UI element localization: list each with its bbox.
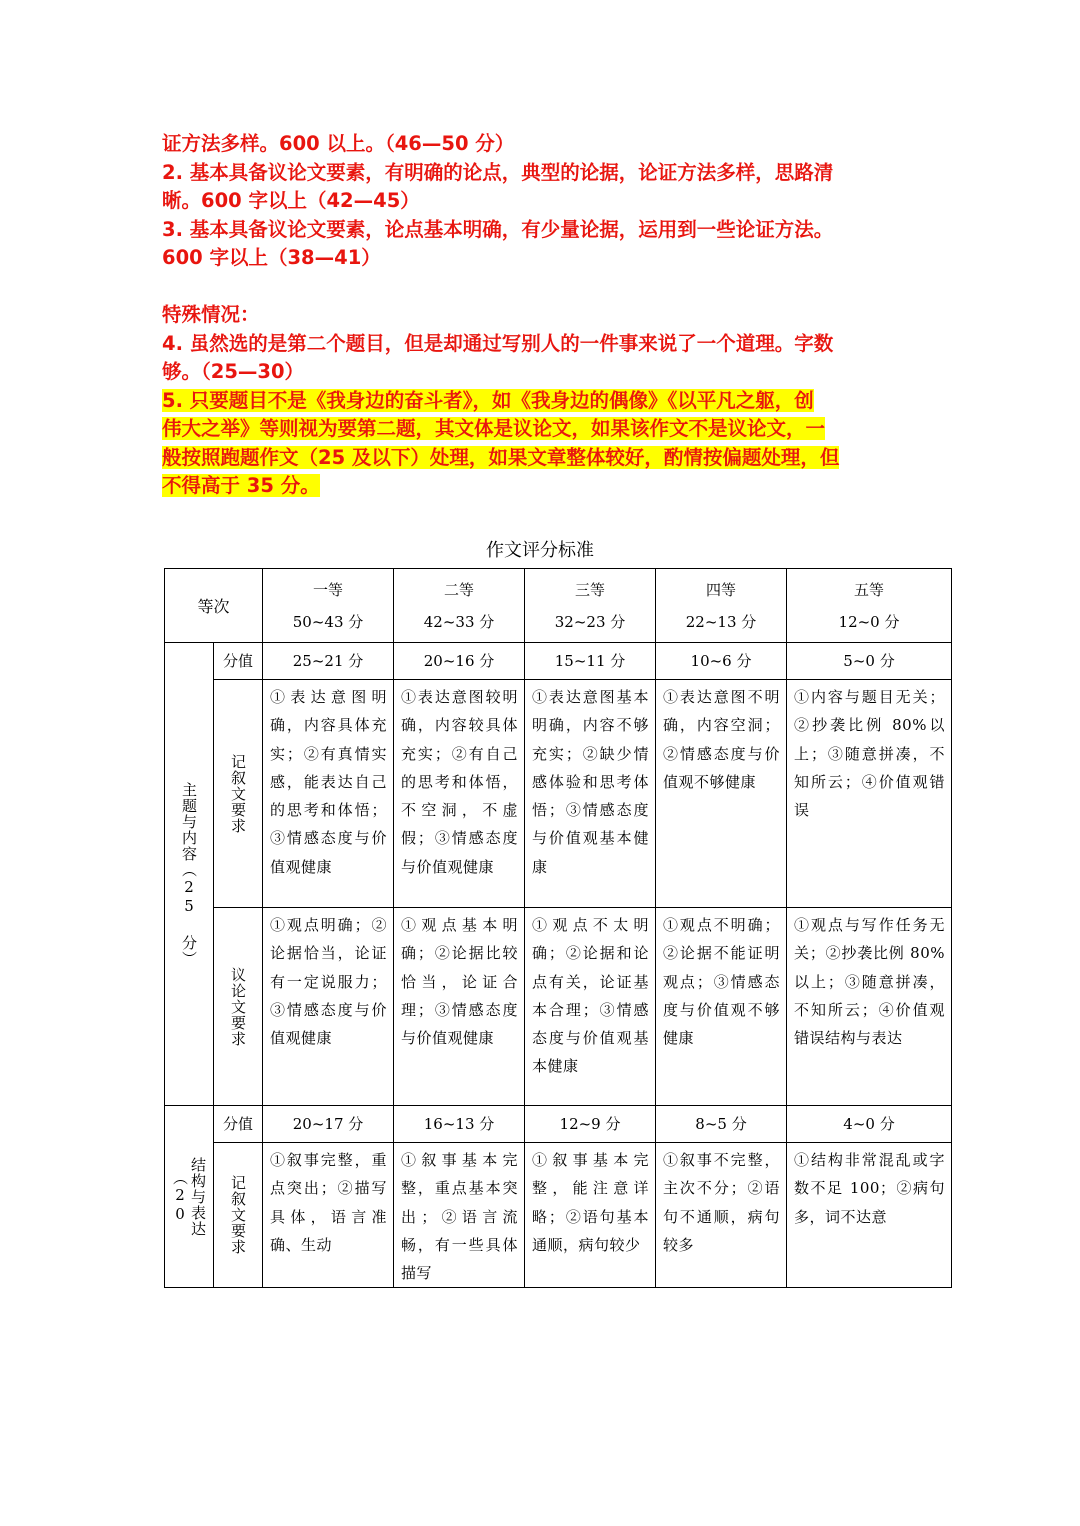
highlighted-note bbox=[162, 415, 922, 444]
argument-label-cell bbox=[214, 908, 263, 1106]
criteria-cell: ①叙事完整，重点突出；②描写具体，语言准确、生动 bbox=[263, 1143, 394, 1288]
grade-range: 22~13 分 bbox=[685, 612, 757, 631]
grade-name: 四等 bbox=[706, 580, 737, 599]
criteria-cell: ①叙事基本完整，重点基本突出；②语言流畅，有一些具体描写 bbox=[394, 1143, 525, 1288]
argument-label: 议论文要求 bbox=[229, 966, 247, 1047]
narrative-label-cell bbox=[214, 680, 263, 908]
highlighted-line: 不得高于 35 分。 bbox=[162, 474, 320, 497]
note-line: 600 字以上（38—41） bbox=[162, 246, 381, 269]
narrative-label: 记叙文要求 bbox=[229, 753, 247, 834]
grade-name: 三等 bbox=[575, 580, 606, 599]
score-value: 10~6 分 bbox=[656, 643, 787, 680]
note-line: 3. 基本具备议论文要素，论点基本明确，有少量论据，运用到一些论证方法。 bbox=[162, 217, 834, 241]
score-value: 5~0 分 bbox=[787, 643, 952, 680]
criteria-cell: ①观点基本明确；②论据比较恰当，论证合理；③情感态度与价值观健康 bbox=[394, 908, 525, 1106]
section1-label: 主题与内容（25 分） bbox=[180, 781, 198, 967]
grade-range: 12~0 分 bbox=[838, 612, 900, 631]
grade-header-2 bbox=[394, 569, 525, 643]
header-label: 等次 bbox=[165, 569, 263, 643]
criteria-cell: ①表达意图较明确，内容较具体充实；②有自己的思考和体悟，不空洞，不虚假；③情感态度与价值观健康 bbox=[394, 680, 525, 908]
highlighted-line: 般按照跑题作文（25 及以下）处理，如果文章整体较好，酌情按偏题处理，但 bbox=[162, 445, 840, 469]
highlighted-line: 伟大之举》等则视为要第二题，其文体是议论文，如果该作文不是议论文，一 bbox=[162, 417, 826, 440]
note-line: 4. 虽然选的是第二个题目，但是却通过写别人的一件事来说了一个道理。字数 bbox=[162, 331, 834, 355]
highlighted-note bbox=[162, 472, 922, 501]
highlighted-note bbox=[162, 387, 922, 416]
grade-range: 42~33 分 bbox=[423, 612, 495, 631]
section2-narrative-row bbox=[165, 1143, 952, 1288]
section1-label-cell bbox=[165, 643, 214, 1106]
criteria-cell: ①观点不太明确；②论据和论点有关，论证基本合理；③情感态度与价值观基本健康 bbox=[525, 908, 656, 1106]
grade-name: 二等 bbox=[444, 580, 475, 599]
section1-argument-row bbox=[165, 908, 952, 1106]
score-label: 分值 bbox=[214, 1106, 263, 1143]
criteria-cell: ①结构非常混乱或字数不足 100；②病句多，词不达意 bbox=[787, 1143, 952, 1288]
section2-label: 结构与表达（20 bbox=[171, 1156, 207, 1237]
grade-header-4 bbox=[656, 569, 787, 643]
scoring-notes bbox=[162, 130, 922, 501]
note-line: 2. 基本具备议论文要素，有明确的论点，典型的论据，论证方法多样，思路清 bbox=[162, 160, 834, 184]
criteria-cell: ①叙事不完整，主次不分；②语句不通顺，病句较多 bbox=[656, 1143, 787, 1288]
score-value: 16~13 分 bbox=[394, 1106, 525, 1143]
criteria-cell: ①观点明确；②论据恰当，论证有一定说服力；③情感态度与价值观健康 bbox=[263, 908, 394, 1106]
table-header-row bbox=[165, 569, 952, 643]
note-line: 晰。600 字以上（42—45） bbox=[162, 189, 420, 212]
criteria-cell: ①表达意图明确，内容具体充实；②有真情实感，能表达自己的思考和体悟；③情感态度与价值观健康 bbox=[263, 680, 394, 908]
grade-header-3 bbox=[525, 569, 656, 643]
score-value: 4~0 分 bbox=[787, 1106, 952, 1143]
special-heading: 特殊情况： bbox=[162, 303, 260, 326]
narrative-label: 记叙文要求 bbox=[229, 1175, 247, 1256]
section2-score-row bbox=[165, 1106, 952, 1143]
grade-range: 32~23 分 bbox=[554, 612, 626, 631]
criteria-cell: ①内容与题目无关；②抄袭比例 80%以上；③随意拼凑，不知所云；④价值观错误 bbox=[787, 680, 952, 908]
score-value: 8~5 分 bbox=[656, 1106, 787, 1143]
criteria-cell: ①观点不明确；②论据不能证明观点；③情感态度与价值观不够健康 bbox=[656, 908, 787, 1106]
criteria-cell: ①表达意图基本明确，内容不够充实；②缺少情感体验和思考体悟；③情感态度与价值观基本健康 bbox=[525, 680, 656, 908]
score-value: 20~16 分 bbox=[394, 643, 525, 680]
grade-header-1 bbox=[263, 569, 394, 643]
highlighted-note bbox=[162, 444, 922, 473]
table-title: 作文评分标准 bbox=[486, 540, 594, 561]
narrative-label-cell bbox=[214, 1143, 263, 1288]
note-line: 证方法多样。600 以上。（46—50 分） bbox=[162, 132, 515, 155]
section2-label-cell bbox=[165, 1106, 214, 1288]
grade-range: 50~43 分 bbox=[292, 612, 364, 631]
score-value: 25~21 分 bbox=[263, 643, 394, 680]
score-label: 分值 bbox=[214, 643, 263, 680]
rubric-table bbox=[164, 568, 952, 1288]
criteria-cell: ①表达意图不明确，内容空洞；②情感态度与价值观不够健康 bbox=[656, 680, 787, 908]
criteria-cell: ①观点与写作任务无关；②抄袭比例 80%以上；③随意拼凑，不知所云；④价值观错误结构与表达 bbox=[787, 908, 952, 1106]
grade-name: 一等 bbox=[313, 580, 344, 599]
note-line: 够。（25—30） bbox=[162, 360, 305, 383]
grade-name: 五等 bbox=[854, 580, 885, 599]
score-value: 12~9 分 bbox=[525, 1106, 656, 1143]
section1-narrative-row bbox=[165, 680, 952, 908]
criteria-cell: ①叙事基本完整，能注意详略；②语句基本通顺，病句较少 bbox=[525, 1143, 656, 1288]
score-value: 20~17 分 bbox=[263, 1106, 394, 1143]
section1-score-row bbox=[165, 643, 952, 680]
score-value: 15~11 分 bbox=[525, 643, 656, 680]
highlighted-line: 5. 只要题目不是《我身边的奋斗者》，如《我身边的偶像》《以平凡之躯，创 bbox=[162, 388, 814, 412]
grade-header-5 bbox=[787, 569, 952, 643]
